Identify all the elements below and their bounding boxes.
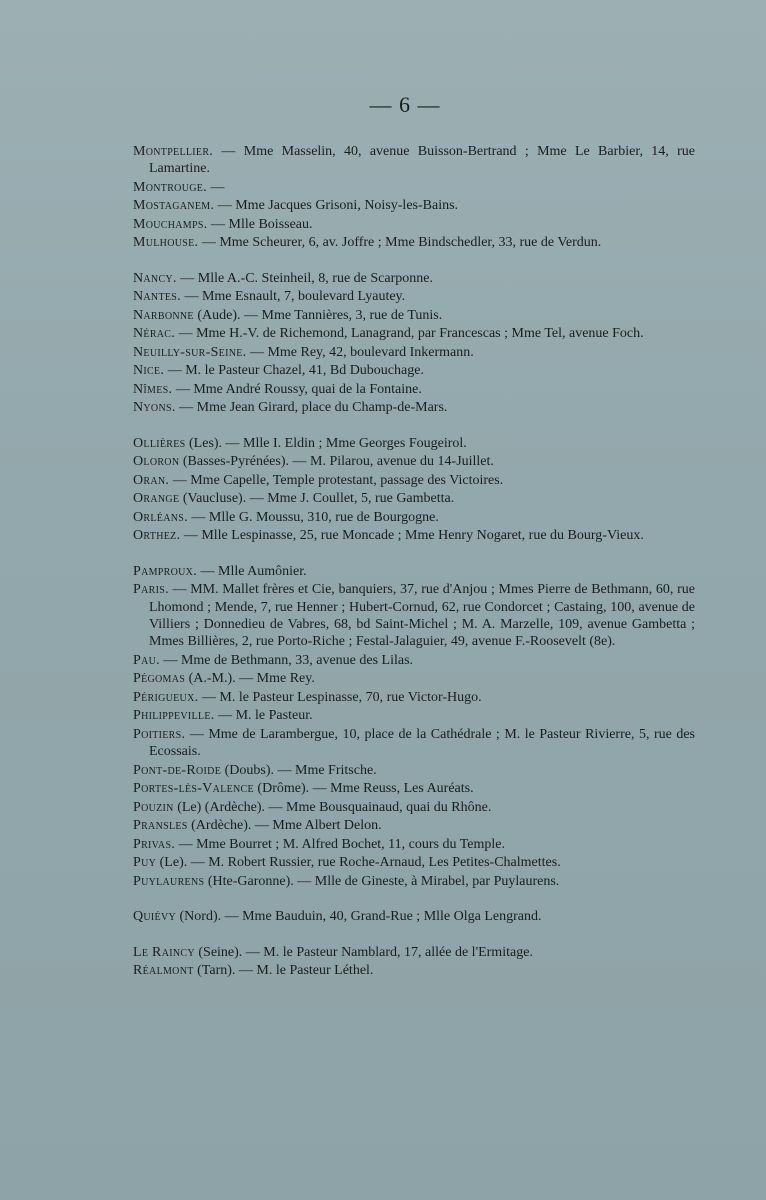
list-item [133, 490, 695, 507]
entry-text: (Tarn). — M. le Pasteur Léthel. [193, 963, 374, 979]
place-name: Nancy. [133, 270, 177, 286]
list-item [133, 509, 695, 526]
page-number: — 6 — [369, 92, 441, 117]
place-name: Pransles [133, 818, 188, 834]
entry-text: — Mme Jean Girard, place du Champ-de-Mars. [175, 400, 448, 416]
entry-text: — Mlle Aumônier. [197, 563, 307, 579]
entry-text: (Le) (Ardèche). — Mme Bousquainaud, quai du Rhône. [173, 799, 492, 815]
place-name: Montrouge. [133, 179, 207, 195]
list-item [133, 325, 695, 342]
place-name: Pau. [133, 652, 160, 668]
list-item [133, 944, 695, 961]
list-item [133, 780, 695, 797]
place-name: Pouzin [133, 799, 174, 815]
entry-text: (Hte-Garonne). — Mlle de Gineste, à Mirabel, par Puylaurens. [204, 873, 560, 889]
list-item [133, 652, 695, 669]
list-item [133, 270, 695, 287]
list-item [133, 689, 695, 706]
list-item [133, 344, 695, 361]
entry-text: — Mme André Roussy, quai de la Fontaine. [172, 381, 422, 397]
entry-text: — Mme H.-V. de Richemond, Lanagrand, par Francescas ; Mme Tel, avenue Foch. [175, 326, 644, 342]
place-name: Oloron [133, 454, 180, 470]
place-name: Montpellier. [133, 144, 214, 159]
address-list [133, 143, 695, 981]
entry-text: — Mlle A.-C. Steinheil, 8, rue de Scarponne. [176, 270, 433, 286]
place-name: Quiévy [133, 909, 177, 925]
place-name: Nîmes. [133, 381, 173, 397]
place-name: Nérac. [133, 326, 176, 342]
entry-text: — Mlle G. Moussu, 310, rue de Bourgogne. [187, 509, 439, 525]
place-name: Ollières [133, 435, 186, 451]
list-item [133, 962, 695, 979]
place-name: Réalmont [133, 963, 194, 979]
list-item [133, 908, 695, 925]
place-name: Périgueux. [133, 689, 199, 705]
place-name: Paris. [133, 582, 169, 598]
place-name: Pamproux. [133, 563, 197, 579]
list-item [133, 726, 695, 761]
entry-text: (Les). — Mlle I. Eldin ; Mme Georges Fougeirol. [185, 435, 467, 451]
list-item [133, 817, 695, 834]
place-name: Orange [133, 491, 180, 507]
place-name: Nyons. [133, 400, 176, 416]
entry-text: — Mme Jacques Grisoni, Noisy-les-Bains. [214, 198, 459, 214]
entry-text: — Mme Capelle, Temple protestant, passage des Victoires. [169, 472, 504, 488]
list-item [133, 670, 695, 687]
list-item [133, 234, 695, 251]
place-name: Pont-de-Roide [133, 762, 222, 778]
entry-text: — Mme de Bethmann, 33, avenue des Lilas. [159, 652, 414, 668]
list-item [133, 435, 695, 452]
place-name: Orthez. [133, 528, 181, 544]
list-item [133, 873, 695, 890]
list-item [133, 854, 695, 871]
place-name: Nantes. [133, 289, 181, 305]
list-item [133, 381, 695, 398]
entry-text: (Basses-Pyrénées). — M. Pilarou, avenue du 14-Juillet. [179, 454, 494, 470]
entry-text: (Aude). — Mme Tannières, 3, rue de Tunis. [193, 307, 443, 323]
place-name: Philippeville. [133, 708, 215, 724]
entry-text: (Seine). — M. le Pasteur Namblard, 17, allée de l'Ermitage. [194, 944, 533, 960]
place-name: Pégomas [133, 671, 186, 687]
entry-text: — M. le Pasteur Chazel, 41, Bd Dubouchage. [164, 363, 424, 379]
list-item [133, 307, 695, 324]
entry-text: — Mlle Lespinasse, 25, rue Moncade ; Mme Henry Nogaret, rue du Bourg-Vieux. [180, 528, 644, 544]
list-item [133, 143, 695, 178]
entry-text: — Mme Rey, 42, boulevard Inkermann. [246, 344, 474, 360]
entry-text: — [206, 179, 225, 195]
list-item [133, 563, 695, 580]
entry-text: — MM. Mallet frères et Cie, banquiers, 37, rue d'Anjou ; Mmes Pierre de Bethmann, 60, rue Lhomond ; Mende, 7, rue Henner ; Hubert-Cornud, 62, rue Condorcet ; Castaing, 100, avenue de Villiers ; Donnedieu de Vabres, 68, bd Saint-Michel ; M. A. Marzelle, 109, avenue Gambetta ; Mmes Billières, 2, rue Porto-Riche ; Festal-Jalaguier, 49, avenue F.-Roosevelt (8e). [149, 582, 695, 650]
place-name: Privas. [133, 836, 176, 852]
list-item [133, 799, 695, 816]
place-name: Mouchamps. [133, 216, 208, 232]
list-item [133, 197, 695, 214]
place-name: Orléans. [133, 509, 188, 525]
place-name: Neuilly-sur-Seine. [133, 344, 247, 360]
entry-text: (Vaucluse). — Mme J. Coullet, 5, rue Gambetta. [179, 491, 455, 507]
entry-text: (Ardèche). — Mme Albert Delon. [187, 818, 382, 834]
entry-text: — Mme Scheurer, 6, av. Joffre ; Mme Bindschedler, 33, rue de Verdun. [198, 235, 602, 251]
place-name: Oran. [133, 472, 170, 488]
list-item [133, 472, 695, 489]
place-name: Mostaganem. [133, 198, 215, 214]
place-name: Portes-lès-Valence [133, 781, 254, 797]
entry-text: — Mlle Boisseau. [207, 216, 313, 232]
entry-text: — M. le Pasteur. [214, 708, 313, 724]
list-item [133, 453, 695, 470]
list-item [133, 179, 695, 196]
place-name: Mulhouse. [133, 235, 199, 251]
entry-text: — Mme Bourret ; M. Alfred Bochet, 11, cours du Temple. [175, 836, 506, 852]
entry-text: — Mme Esnault, 7, boulevard Lyautey. [180, 289, 406, 305]
list-item [133, 216, 695, 233]
list-item [133, 362, 695, 379]
place-name: Nice. [133, 363, 165, 379]
entry-text: (Nord). — Mme Bauduin, 40, Grand-Rue ; Mlle Olga Lengrand. [176, 909, 542, 925]
place-name: Poitiers. [133, 726, 186, 742]
list-item [133, 399, 695, 416]
list-item [133, 527, 695, 544]
list-item [133, 581, 695, 651]
entry-text: (Doubs). — Mme Fritsche. [221, 762, 377, 778]
entry-text: — M. le Pasteur Lespinasse, 70, rue Victor-Hugo. [198, 689, 482, 705]
list-item [133, 762, 695, 779]
list-item [133, 836, 695, 853]
place-name: Le Raincy [133, 944, 195, 960]
entry-text: — Mme Masselin, 40, avenue Buisson-Bertrand ; Mme Le Barbier, 14, rue Lamartine. [149, 144, 695, 177]
place-name: Narbonne [133, 307, 194, 323]
entry-text: — Mme de Larambergue, 10, place de la Cathédrale ; M. le Pasteur Rivierre, 5, rue des Ecossais. [149, 726, 695, 760]
list-item [133, 707, 695, 724]
entry-text: (Le). — M. Robert Russier, rue Roche-Arnaud, Les Petites-Chalmettes. [156, 855, 561, 871]
list-item [133, 288, 695, 305]
entry-text: (A.-M.). — Mme Rey. [185, 671, 315, 687]
place-name: Puy [133, 855, 157, 871]
place-name: Puylaurens [133, 873, 205, 889]
entry-text: (Drôme). — Mme Reuss, Les Auréats. [253, 781, 474, 797]
